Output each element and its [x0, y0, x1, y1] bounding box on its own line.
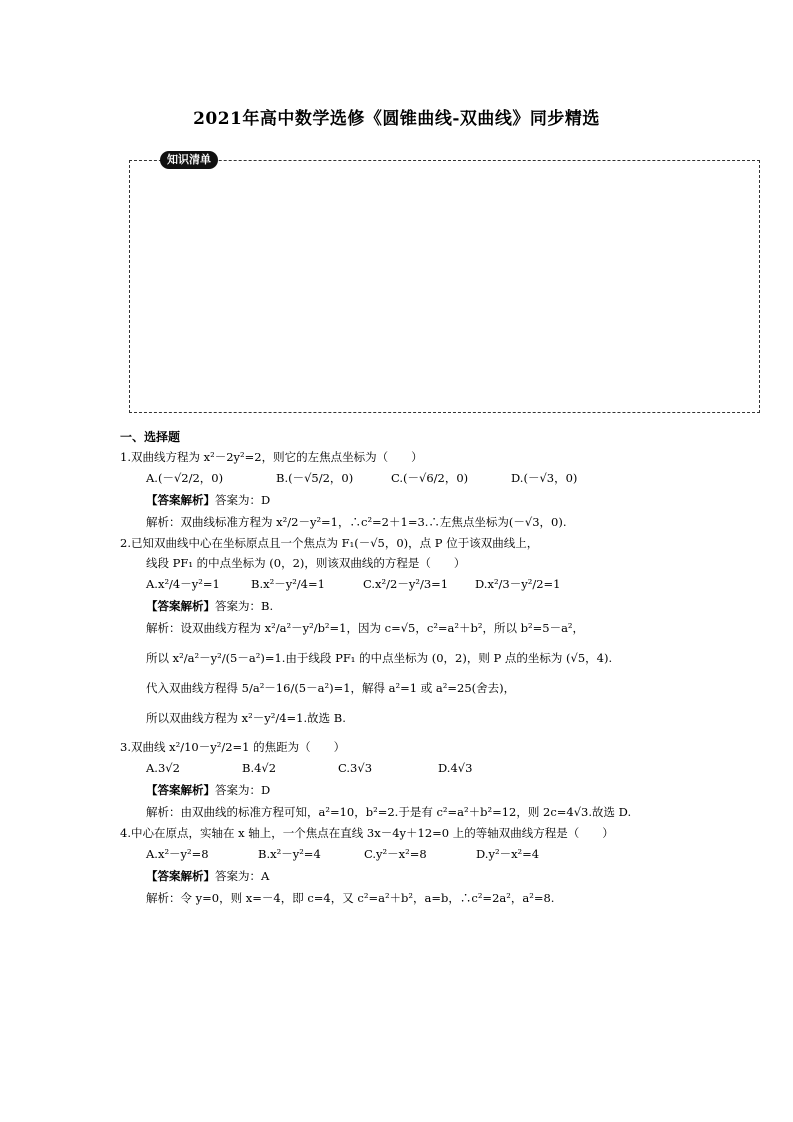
question-2-analysis-1: 解析：设双曲线方程为 x²/a²－y²/b²=1，因为 c=√5，c²=a²＋b²，所以 b²=5－a²，	[146, 621, 585, 635]
page-title: 2021年高中数学选修《圆锥曲线-双曲线》同步精选	[193, 109, 600, 129]
option-c: C.(－√6/2，0)	[391, 471, 469, 485]
question-2-stem: 2.已知双曲线中心在坐标原点且一个焦点为 F₁(－√5，0)，点 P 位于该双曲线上，	[120, 536, 539, 550]
question-1-stem: 1.双曲线方程为 x²－2y²=2，则它的左焦点坐标为（ ）	[120, 450, 423, 464]
knowledge-badge: 知识清单	[160, 151, 218, 169]
question-3-analysis: 解析：由双曲线的标准方程可知，a²=10，b²=2.于是有 c²=a²＋b²=12，则 2c=4√3.故选 D.	[146, 805, 632, 819]
question-2-stem-cont: 线段 PF₁ 的中点坐标为 (0，2)，则该双曲线的方程是（ ）	[146, 556, 466, 570]
question-1-options	[120, 467, 780, 489]
option-b: B.x²－y²=4	[258, 847, 321, 861]
option-b: B.(－√5/2，0)	[276, 471, 354, 485]
answer-tag: 【答案解析】	[146, 493, 215, 507]
option-d: D.x²/3－y²/2=1	[475, 577, 561, 591]
option-a: A.3√2	[146, 761, 180, 775]
option-c: C.y²－x²=8	[364, 847, 427, 861]
question-3-stem: 3.双曲线 x²/10－y²/2=1 的焦距为（ ）	[120, 740, 346, 754]
question-2-analysis-4: 所以双曲线方程为 x²－y²/4=1.故选 B.	[146, 711, 346, 725]
section-heading: 一、选择题	[120, 430, 181, 444]
option-a: A.x²－y²=8	[146, 847, 209, 861]
question-1-analysis: 解析：双曲线标准方程为 x²/2－y²=1，∴c²=2＋1=3.∴左焦点坐标为(－√3，0).	[146, 515, 567, 529]
option-c: C.3√3	[338, 761, 373, 775]
option-a: A.(－√2/2，0)	[146, 471, 224, 485]
question-4-options	[120, 843, 780, 865]
question-4-stem: 4.中心在原点，实轴在 x 轴上，一个焦点在直线 3x－4y＋12=0 上的等轴双曲线方程是（ ）	[120, 826, 614, 840]
option-b: B.4√2	[242, 761, 277, 775]
question-3-answer: 【答案解析】答案为：D	[146, 783, 271, 797]
question-3-options	[120, 757, 780, 779]
question-2-options	[120, 573, 780, 595]
question-4-analysis: 解析：令 y=0，则 x=－4，即 c=4，又 c²=a²＋b²，a=b，∴c²=2a²，a²=8.	[146, 891, 555, 905]
option-c: C.x²/2－y²/3=1	[363, 577, 449, 591]
option-d: D.y²－x²=4	[476, 847, 540, 861]
option-d: D.4√3	[438, 761, 473, 775]
knowledge-box	[129, 160, 760, 413]
question-4-answer: 【答案解析】答案为：A	[146, 869, 270, 883]
question-content	[120, 428, 780, 909]
option-a: A.x²/4－y²=1	[146, 577, 220, 591]
option-b: B.x²－y²/4=1	[251, 577, 325, 591]
question-2-answer: 【答案解析】答案为：B.	[146, 599, 274, 613]
answer-tag: 【答案解析】	[146, 869, 215, 883]
answer-tag: 【答案解析】	[146, 783, 215, 797]
question-1-answer: 【答案解析】答案为：D	[146, 493, 271, 507]
option-d: D.(－√3，0)	[511, 471, 578, 485]
question-2-analysis-3: 代入双曲线方程得 5/a²－16/(5－a²)=1，解得 a²=1 或 a²=25(舍去)，	[146, 681, 516, 695]
question-2-analysis-2: 所以 x²/a²－y²/(5－a²)=1.由于线段 PF₁ 的中点坐标为 (0，2)，则 P 点的坐标为 (√5，4).	[146, 651, 613, 665]
answer-tag: 【答案解析】	[146, 599, 215, 613]
